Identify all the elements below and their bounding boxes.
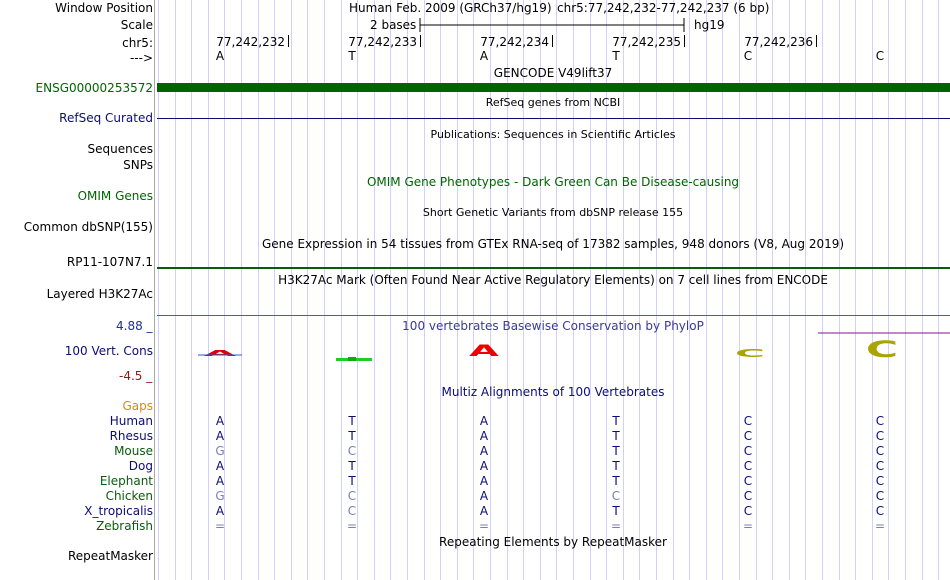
coordinate-tick [816, 35, 817, 47]
alignment-base: T [612, 429, 620, 443]
alignment-base: A [215, 459, 225, 473]
species-label[interactable]: Chicken [105, 489, 153, 503]
reference-base: T [348, 49, 356, 63]
conservation-label[interactable]: 100 Vert. Cons [64, 344, 153, 358]
sequences-label[interactable]: Sequences [87, 142, 153, 156]
dbsnp-track-title[interactable]: Short Genetic Variants from dbSNP release 155 [422, 206, 684, 219]
alignment-base: A [479, 474, 489, 488]
alignment-base: = [874, 519, 886, 533]
omim-genes-label[interactable]: OMIM Genes [77, 189, 153, 203]
coordinate-label: 77,242,233 [348, 35, 417, 49]
alignment-base: G [215, 489, 225, 503]
alignment-base: C [743, 489, 753, 503]
alignment-base: C [875, 429, 885, 443]
alignment-base: = [214, 519, 226, 533]
logo-base-c-5: C [735, 347, 765, 360]
species-label[interactable]: Rhesus [109, 429, 153, 443]
refseq-track-title[interactable]: RefSeq genes from NCBI [485, 96, 621, 109]
logo-base-a-3: A [469, 341, 499, 360]
gtex-track-title[interactable]: Gene Expression in 54 tissues from GTEx RNA-seq of 17382 samples, 948 donors (V8, Aug 2019) [261, 237, 845, 251]
dbsnp-label[interactable]: Common dbSNP(155) [23, 220, 153, 234]
snps-label[interactable]: SNPs [123, 158, 153, 172]
window-position: chr5:77,242,232-77,242,237 (6 bp) [557, 1, 770, 15]
multiz-track-title[interactable]: Multiz Alignments of 100 Vertebrates [441, 385, 665, 399]
alignment-base: C [743, 459, 753, 473]
alignment-base: T [612, 474, 620, 488]
species-label[interactable]: Mouse [114, 444, 153, 458]
alignment-base: T [612, 459, 620, 473]
conservation-logo [156, 326, 950, 366]
coordinate-tick [684, 35, 685, 47]
alignment-base: A [215, 414, 225, 428]
coordinate-tick [288, 35, 289, 47]
alignment-base: = [346, 519, 358, 533]
h3k27ac-track-title[interactable]: H3K27Ac Mark (Often Found Near Active Regulatory Elements) on 7 cell lines from ENCODE [278, 273, 828, 287]
coordinate-tick [420, 35, 421, 47]
alignment-base: C [743, 429, 753, 443]
species-label[interactable]: Elephant [99, 474, 153, 488]
alignment-base: C [875, 504, 885, 518]
alignment-base: A [479, 429, 489, 443]
alignment-base: C [875, 459, 885, 473]
alignment-base: C [743, 444, 753, 458]
h3k27ac-label[interactable]: Layered H3K27Ac [46, 287, 153, 301]
alignment-base: C [875, 414, 885, 428]
strand-label: ---> [129, 51, 153, 65]
alignment-base: T [612, 414, 620, 428]
alignment-base: C [875, 474, 885, 488]
window-position-label: Window Position [55, 1, 153, 15]
alignment-base: C [875, 489, 885, 503]
reference-base: T [612, 49, 620, 63]
scale-db: hg19 [694, 18, 725, 32]
alignment-base: C [743, 474, 753, 488]
alignment-base: A [215, 504, 225, 518]
conservation-max-label: 4.88 _ [116, 319, 153, 333]
reference-base: C [875, 49, 885, 63]
alignment-base: A [215, 474, 225, 488]
alignment-base: = [742, 519, 754, 533]
gencode-item-label[interactable]: ENSG00000253572 [35, 81, 153, 95]
refseq-item-label[interactable]: RefSeq Curated [59, 111, 153, 125]
alignment-base: T [348, 474, 356, 488]
species-label[interactable]: Human [109, 414, 153, 428]
omim-track-title[interactable]: OMIM Gene Phenotypes - Dark Green Can Be Disease-causing [366, 175, 740, 189]
alignment-base: C [743, 414, 753, 428]
coordinate-label: 77,242,235 [612, 35, 681, 49]
scale-bar [418, 17, 688, 33]
logo-base-c-6: C [865, 337, 899, 363]
alignment-base: C [611, 489, 621, 503]
alignment-base: T [348, 429, 356, 443]
alignment-base: = [610, 519, 622, 533]
coordinate-tick [552, 35, 553, 47]
alignment-base: G [215, 444, 225, 458]
scale-text: 2 bases [370, 18, 417, 32]
alignment-base: A [479, 504, 489, 518]
alignment-base: A [479, 444, 489, 458]
alignment-base: T [348, 459, 356, 473]
alignment-base: = [478, 519, 490, 533]
repeatmasker-label[interactable]: RepeatMasker [67, 549, 153, 563]
gencode-gene-bar[interactable] [157, 83, 950, 92]
alignment-base: C [347, 489, 357, 503]
alignment-base: C [347, 444, 357, 458]
alignment-base: A [215, 429, 225, 443]
species-label[interactable]: Dog [128, 459, 153, 473]
assembly-name: Human Feb. 2009 (GRCh37/hg19) [349, 1, 552, 15]
repeatmasker-track-title[interactable]: Repeating Elements by RepeatMasker [439, 535, 667, 549]
logo-base-a-1: A [203, 348, 237, 359]
alignment-base: C [875, 444, 885, 458]
alignment-base: A [479, 489, 489, 503]
gtex-item-label[interactable]: RP11-107N7.1 [66, 255, 153, 269]
conservation-min-label: -4.5 _ [119, 369, 153, 383]
alignment-base: T [612, 444, 620, 458]
alignment-base: T [612, 504, 620, 518]
alignment-base: A [479, 414, 489, 428]
reference-base: C [743, 49, 753, 63]
coordinate-label: 77,242,234 [480, 35, 549, 49]
gaps-label[interactable]: Gaps [122, 399, 153, 413]
reference-base: A [479, 49, 489, 63]
publications-track-title[interactable]: Publications: Sequences in Scientific Articles [430, 128, 676, 141]
species-label[interactable]: X_tropicalis [84, 504, 153, 518]
gtex-gene-line[interactable] [157, 267, 950, 269]
h3k27ac-signal-line [157, 315, 950, 316]
scale-label: Scale [120, 18, 153, 32]
conservation-track-title[interactable]: 100 vertebrates Basewise Conservation by PhyloP [402, 319, 704, 333]
coordinate-label: 77,242,232 [216, 35, 285, 49]
chrom-label: chr5: [122, 36, 153, 50]
coordinate-label: 77,242,236 [744, 35, 813, 49]
refseq-gene-line[interactable] [157, 118, 950, 119]
alignment-base: A [479, 459, 489, 473]
alignment-base: T [348, 414, 356, 428]
species-label[interactable]: Zebrafish [96, 519, 153, 533]
alignment-base: C [743, 504, 753, 518]
reference-base: A [215, 49, 225, 63]
alignment-base: C [347, 504, 357, 518]
gencode-track-title[interactable]: GENCODE V49lift37 [493, 66, 613, 80]
